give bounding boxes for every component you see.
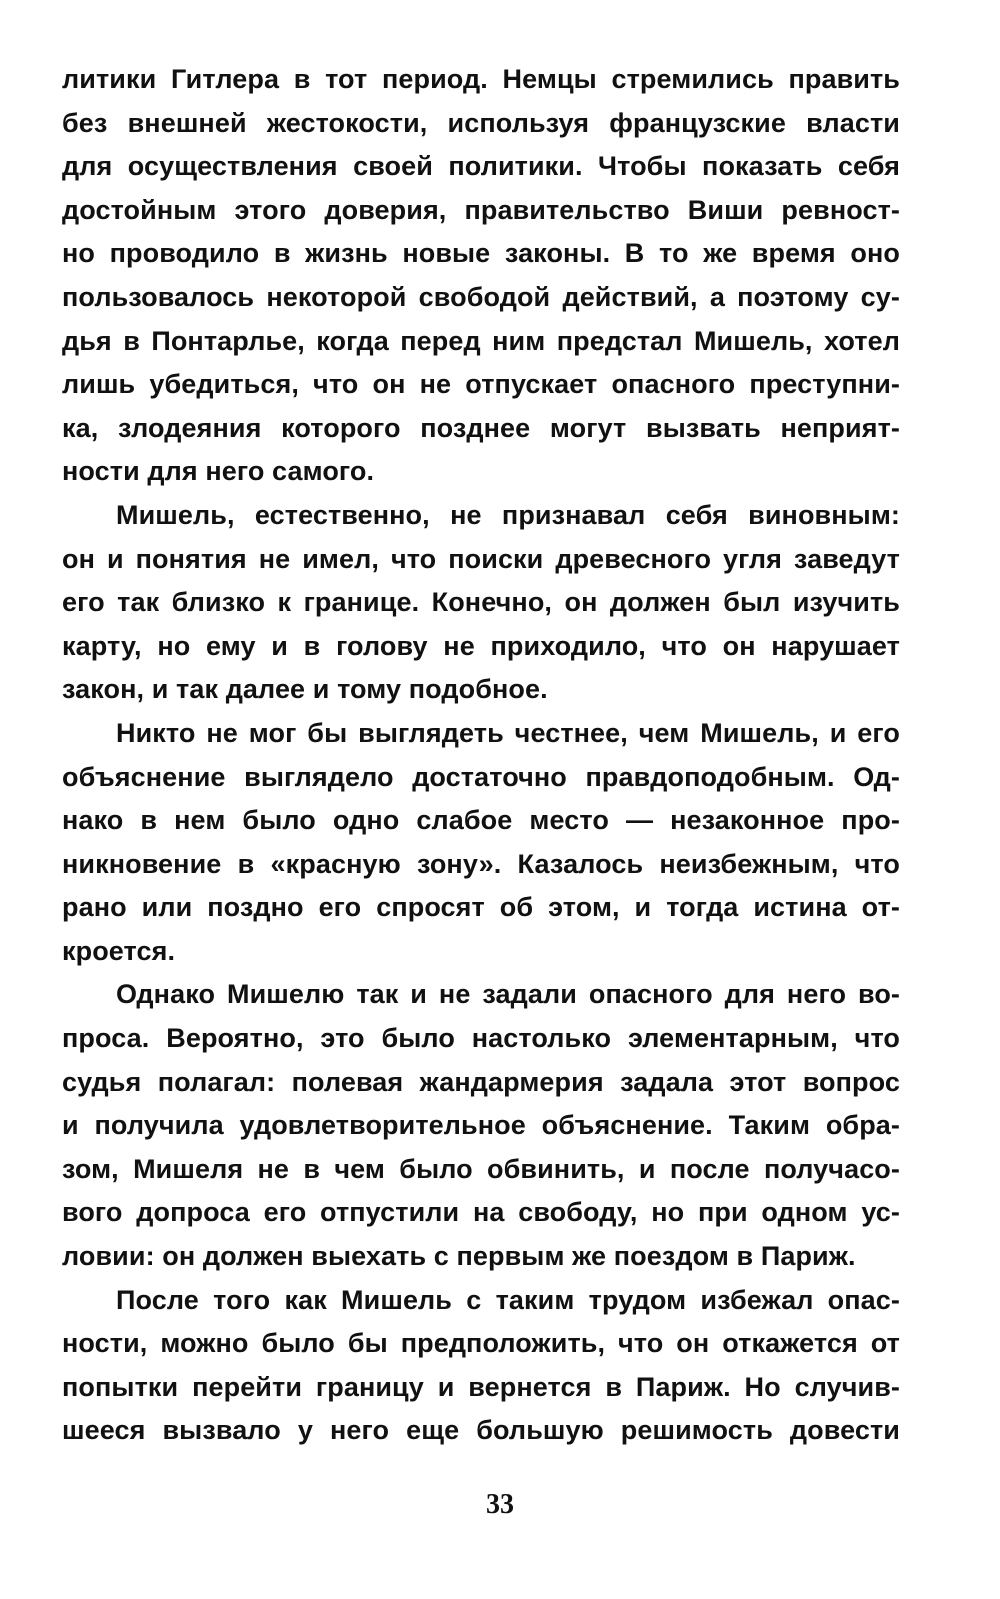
paragraph — [62, 494, 900, 712]
text-line: нако в нем было одно слабое место — незаконное про- — [62, 805, 900, 836]
text-line: шееся вызвало у него еще большую решимость довести — [62, 1415, 900, 1446]
text-line: Никто не мог бы выглядеть честнее, чем Мишель, и его — [116, 717, 900, 748]
text-line: зом, Мишеля не в чем было обвинить, и после получасо- — [62, 1153, 900, 1184]
text-line: литики Гитлера в тот период. Немцы стремились править — [62, 64, 900, 94]
body-text — [62, 58, 900, 1453]
paragraph — [62, 712, 900, 974]
text-line: он и понятия не имел, что поиски древесного угля заведут — [62, 543, 900, 574]
text-line: карту, но ему и в голову не приходило, что он нарушает — [62, 630, 900, 661]
text-line: для осуществления своей политики. Чтобы показать себя — [62, 151, 900, 182]
text-line: без внешней жестокости, используя французские власти — [62, 107, 900, 138]
text-line: ности, можно было бы предположить, что он откажется от — [62, 1328, 900, 1359]
text-line: закон, и так далее и тому подобное. — [62, 674, 548, 705]
text-line: рано или поздно его спросят об этом, и тогда истина от- — [62, 892, 900, 923]
text-line: проса. Вероятно, это было настолько элементарным, что — [62, 1023, 900, 1054]
text-line: и получила удовлетворительное объяснение. Таким обра- — [62, 1110, 900, 1141]
text-line: достойным этого доверия, правительство Виши ревност- — [62, 194, 900, 225]
text-line: ка, злодеяния которого позднее могут вызвать неприят- — [62, 412, 900, 443]
paragraph — [62, 973, 900, 1278]
text-line: дья в Понтарлье, когда перед ним предстал Мишель, хотел — [62, 325, 900, 356]
text-line: его так близко к границе. Конечно, он должен был изучить — [62, 587, 900, 618]
text-line: кроется. — [62, 935, 176, 966]
text-line: ности для него самого. — [62, 456, 375, 487]
paragraph — [62, 58, 900, 494]
text-line: Однако Мишелю так и не задали опасного для него во- — [116, 979, 900, 1010]
text-line: судья полагал: полевая жандармерия задала этот вопрос — [62, 1066, 900, 1097]
text-line: попытки перейти границу и вернется в Париж. Но случив- — [62, 1371, 900, 1402]
page-number: 33 — [486, 1489, 514, 1520]
text-line: После того как Мишель с таким трудом избежал опас- — [116, 1284, 900, 1315]
text-line: вого допроса его отпустили на свободу, но при одном ус- — [62, 1197, 900, 1228]
text-line: лишь убедиться, что он не отпускает опасного преступни- — [62, 369, 900, 400]
text-line: Мишель, естественно, не признавал себя виновным: — [116, 499, 900, 530]
text-line: пользовалось некоторой свободой действий, а поэтому су- — [62, 281, 900, 312]
text-line: но проводило в жизнь новые законы. В то же время оно — [62, 238, 900, 269]
text-line: никновение в «красную зону». Казалось неизбежным, что — [62, 848, 900, 879]
text-line: ловии: он должен выехать с первым же поездом в Париж. — [62, 1241, 856, 1272]
text-line: объяснение выглядело достаточно правдоподобным. Од- — [62, 761, 900, 792]
paragraph — [62, 1279, 900, 1453]
